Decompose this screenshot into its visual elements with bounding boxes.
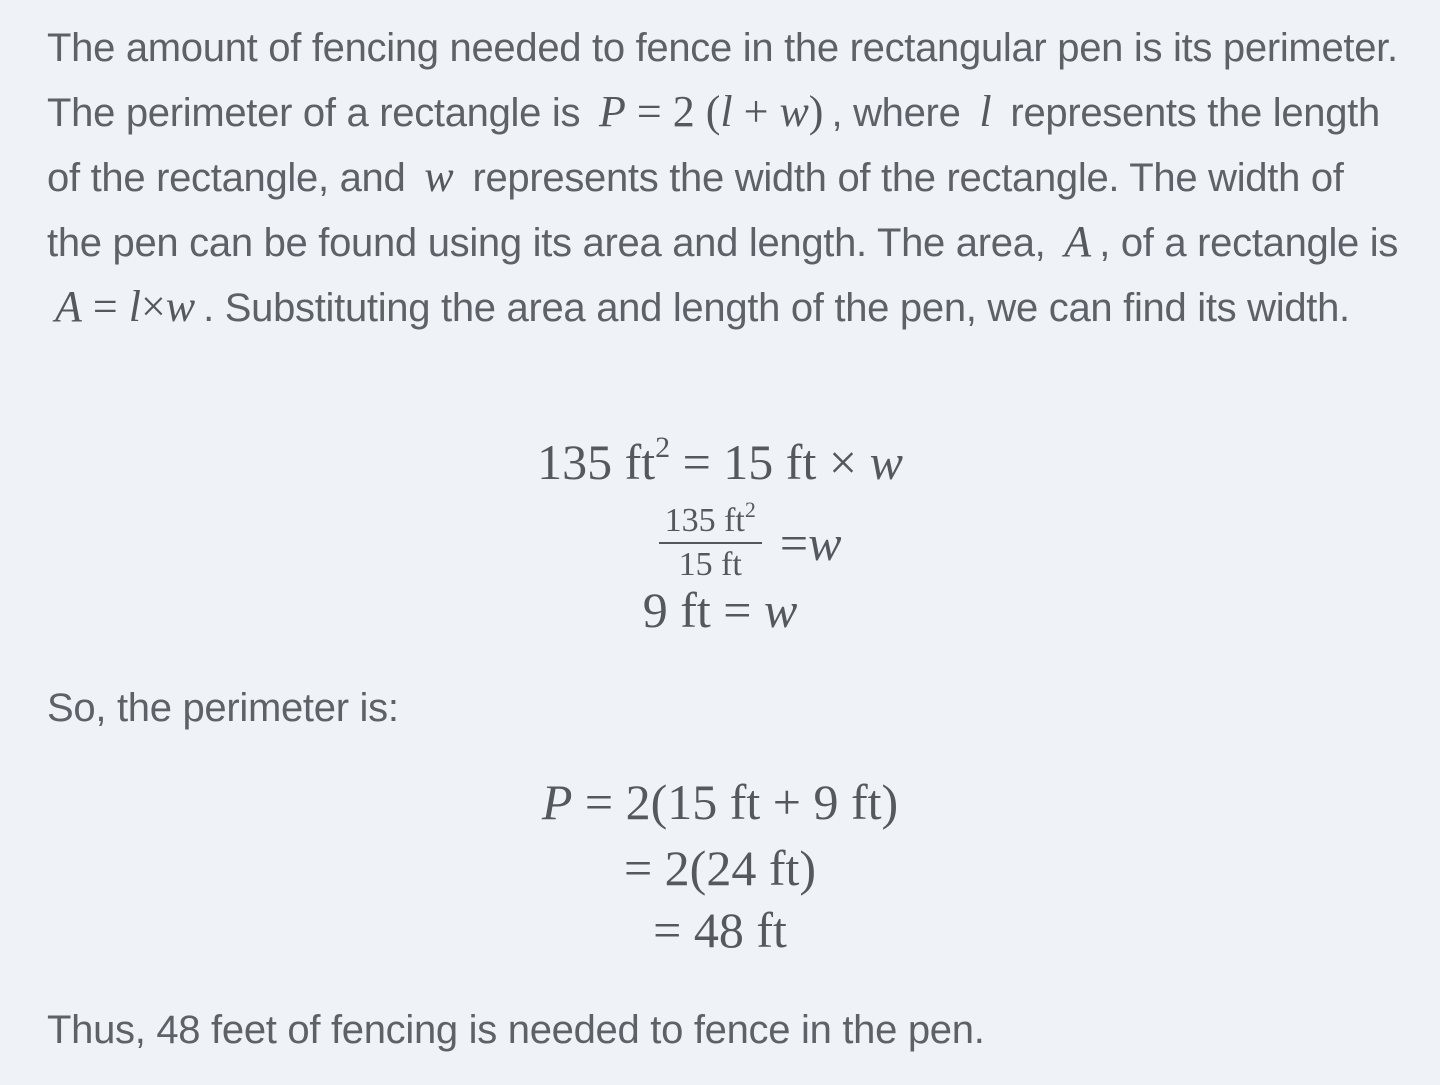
conclusion-text: Thus, 48 feet of fencing is needed to fence in the pen.: [47, 1008, 985, 1052]
width-equation-line-2: [0, 498, 1440, 588]
formula-part: = 2 (: [636, 87, 721, 136]
var-l: l: [720, 87, 733, 136]
var-A-inline: A: [1064, 217, 1092, 266]
exponent: 2: [744, 497, 756, 522]
var-A: A: [55, 282, 82, 331]
var-w: w: [165, 282, 196, 331]
so-perimeter-text: So, the perimeter is:: [47, 686, 399, 730]
perimeter-line-3: [0, 900, 1440, 960]
area-value: 135 ft: [537, 434, 656, 490]
fraction: [659, 497, 762, 584]
width-equation-line-3: [0, 580, 1440, 640]
var-w: w: [763, 582, 798, 638]
perimeter-formula: [599, 87, 823, 136]
intro-text-3: represents the length of the rectangle, and: [47, 91, 1380, 200]
equals-sign: =: [779, 515, 809, 571]
area-formula: [55, 282, 195, 331]
intro-text-5: , of a rectangle is: [1099, 221, 1399, 265]
perimeter-line-2: [0, 838, 1440, 898]
fraction-denominator: 15 ft: [678, 546, 742, 583]
perimeter-result: = 48 ft: [653, 902, 787, 958]
numerator-value: 135 ft: [664, 502, 745, 539]
close-paren: ): [808, 87, 824, 136]
var-w-inline: w: [424, 152, 454, 201]
var-P: P: [599, 87, 626, 136]
intro-text-2: , where: [831, 91, 961, 135]
perimeter-expression: = 2(15 ft + 9 ft): [572, 774, 899, 830]
intro-text-4: represents the width of the rectangle. The width of the pen can be found using its area and length. The area,: [47, 156, 1344, 265]
width-result: 9 ft =: [642, 582, 764, 638]
var-w: w: [808, 515, 842, 571]
equation-rhs: = 15 ft ×: [670, 434, 870, 490]
times-sign: ×: [140, 282, 166, 331]
intro-paragraph: [47, 16, 1407, 340]
plus-sign: +: [743, 87, 769, 136]
perimeter-step: = 2(24 ft): [623, 840, 817, 896]
width-equation-line-1: [0, 432, 1440, 492]
var-w: w: [869, 434, 903, 490]
intro-text-1: The amount of fencing needed to fence in the rectangular pen is its perimeter. The perimeter of a rectangle is: [47, 26, 1398, 135]
var-P: P: [541, 774, 573, 830]
var-w: w: [779, 87, 809, 136]
var-l-inline: l: [979, 87, 992, 136]
exponent: 2: [655, 431, 671, 464]
equals-sign: =: [92, 282, 118, 331]
var-l: l: [128, 282, 141, 331]
fraction-numerator: [659, 497, 762, 544]
intro-text-6: . Substituting the area and length of the pen, we can find its width.: [203, 286, 1350, 330]
perimeter-line-1: [0, 772, 1440, 832]
